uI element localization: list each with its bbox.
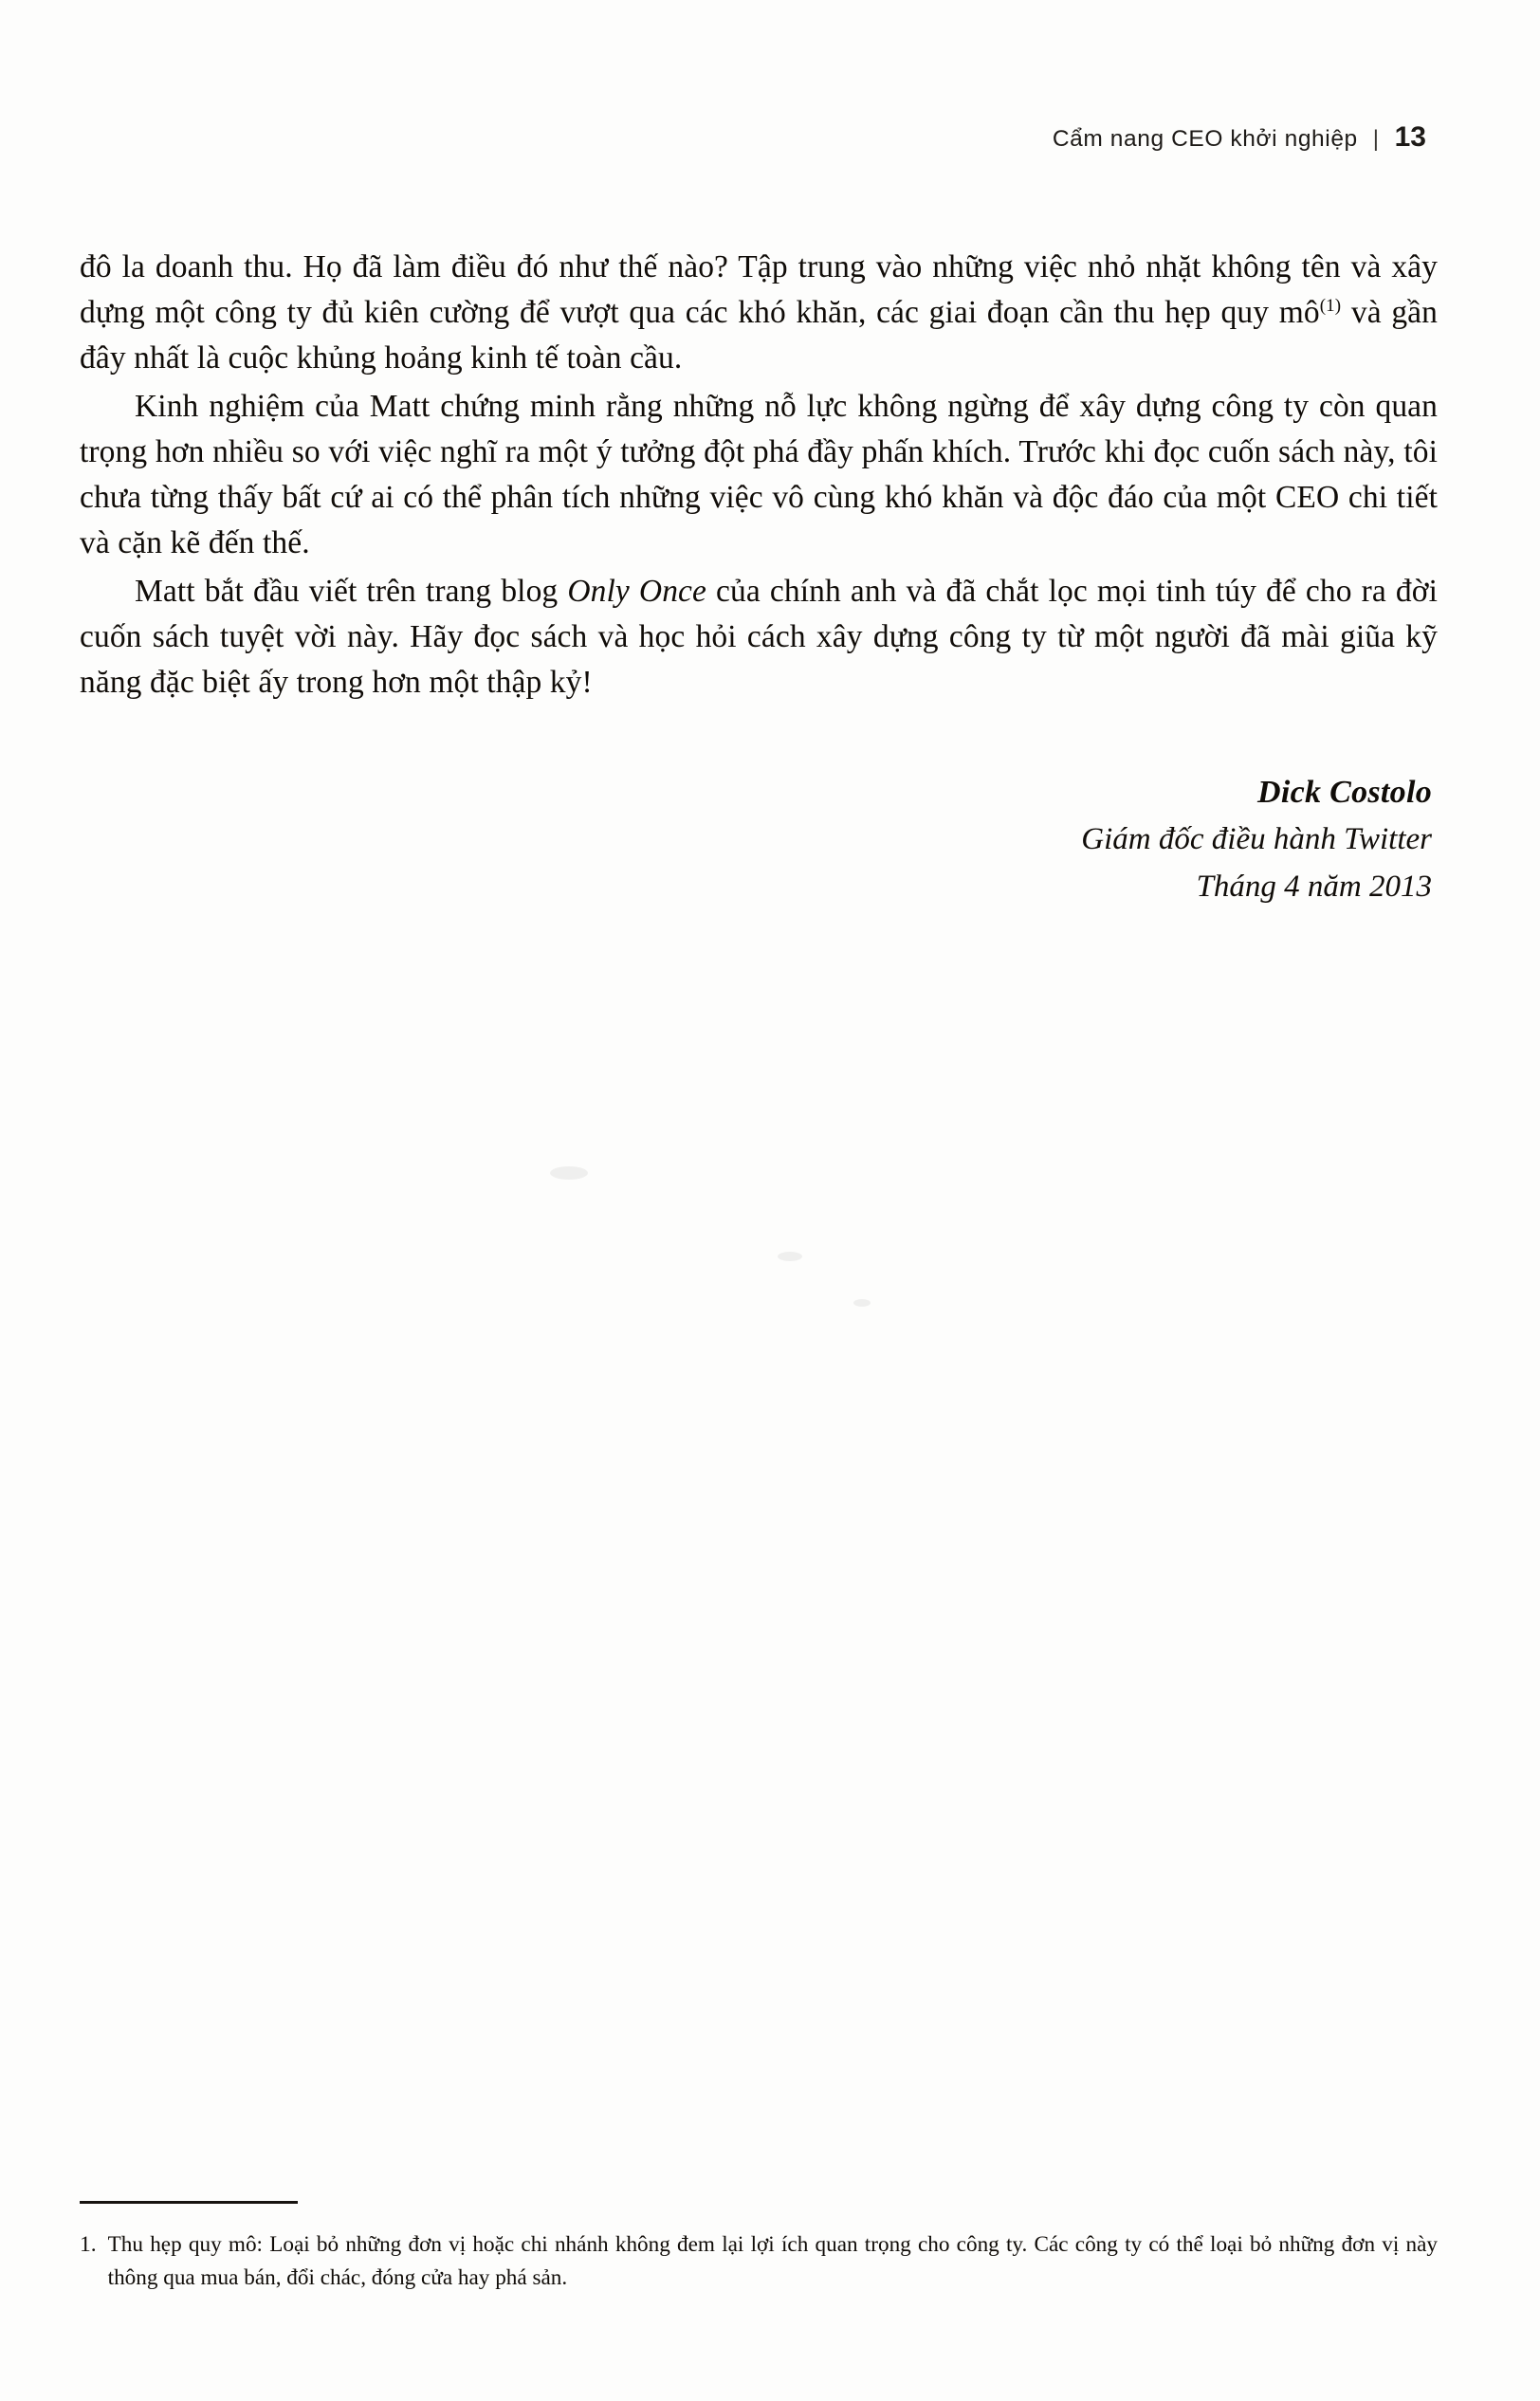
footnote-1	[80, 2228, 1438, 2295]
paragraph-1	[80, 245, 1438, 382]
paragraph-1-text-a: đô la doanh thu. Họ đã làm điều đó như thế nào? Tập trung vào những việc nhỏ nhặt không tên và xây dựng một công ty đủ kiên cường để vượt qua các khó khăn, các giai đoạn cần thu hẹp quy mô	[80, 249, 1438, 331]
footnote-text: Thu hẹp quy mô: Loại bỏ những đơn vị hoặc chi nhánh không đem lại lợi ích quan trọng cho công ty. Các công ty có thể loại bỏ những đơn vị này thông qua mua bán, đổi chác, đóng cửa hay phá sản.	[107, 2232, 1438, 2291]
paragraph-1-text-b: và gần đây nhất là cuộc khủng hoảng kinh tế toàn cầu.	[80, 295, 1438, 376]
paper-smudge	[778, 1252, 802, 1261]
paragraph-3	[80, 569, 1438, 706]
blog-title: Only Once	[567, 573, 706, 609]
signature-name: Dick Costolo	[1257, 775, 1432, 811]
paper-smudge	[853, 1299, 871, 1307]
signature-role: Giám đốc điều hành Twitter	[1081, 822, 1432, 857]
signature-block	[80, 768, 1438, 910]
paragraph-3-text-b: của chính anh và đã chắt lọc mọi tinh túy để cho ra đời cuốn sách tuyệt vời này. Hãy đọc sách và học hỏi cách xây dựng công ty từ một người đã mài giũa kỹ năng đặc biệt ấy trong hơn một thập kỷ!	[80, 573, 1438, 701]
paper-smudge	[550, 1166, 588, 1180]
running-head-separator: |	[1372, 126, 1380, 152]
footnote-reference-1: (1)	[1319, 296, 1342, 317]
footnote-divider	[80, 2201, 298, 2204]
page-number: 13	[1394, 121, 1426, 153]
running-head	[1053, 121, 1426, 154]
signature-date: Tháng 4 năm 2013	[1196, 869, 1432, 904]
paragraph-3-text-a: Matt bắt đầu viết trên trang blog	[135, 573, 568, 609]
paragraph-2: Kinh nghiệm của Matt chứng minh rằng những nỗ lực không ngừng để xây dựng công ty còn quan trọng hơn nhiều so với việc nghĩ ra một ý tưởng đột phá đầy phấn khích. Trước khi đọc cuốn sách này, tôi chưa từng thấy bất cứ ai có thể phân tích những việc vô cùng khó khăn và độc đáo của một CEO chi tiết và cặn kẽ đến thế.	[80, 388, 1438, 561]
page-body	[80, 245, 1438, 910]
footnote-number: 1.	[80, 2232, 97, 2258]
footnote-zone	[80, 2201, 1438, 2295]
running-head-title: Cẩm nang CEO khởi nghiệp	[1052, 126, 1358, 152]
